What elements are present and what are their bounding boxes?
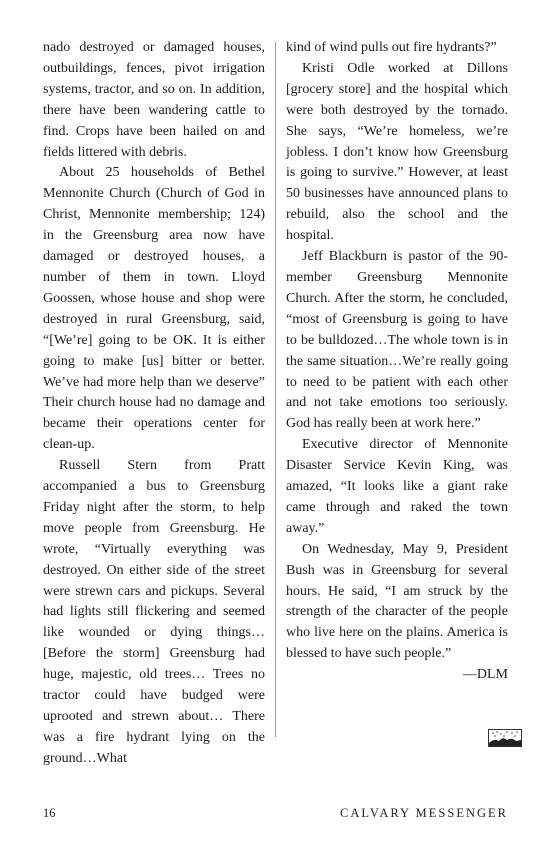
landscape-endmark-icon [488,729,522,747]
left-text-column [43,38,265,770]
author-signature: —DLM [462,667,508,683]
column-divider [275,42,276,737]
right-text-column [286,38,508,686]
paragraph: Kristi Odle worked at Dillons [grocery store] and the hospital which were both destroyed by the tornado. She says, “We’re homeless, we’re jobless. I don’t know how Greensburg is going to survive.” However, at least 50 businesses have announced plans to rebuild, also the school and the hospital. [286,60,508,244]
running-title: CALVARY MESSENGER [340,806,508,820]
paragraph: On Wednesday, May 9, President Bush was in Greensburg for several hours. He said, “I am struck by the strength of the character of the people who live here on the plains. America is blessed to have such people.” [286,541,508,662]
page-number: 16 [43,806,56,820]
paragraph: kind of wind pulls out fire hydrants?” [286,40,497,55]
paragraph: Executive director of Mennonite Disaster Service Kevin King, was amazed, “It looks like a giant rake came through and raked the town away.” [286,437,508,536]
paragraph: Russell Stern from Pratt accompanied a bus to Greensburg Friday night after the storm, to help move people from Greensburg. He wrote, “Virtually everything was destroyed. On either side of the street were strewn cars and pickups. Several had lights still flickering and seemed like wounded or dying things… [Before the storm] Greensburg had huge, majestic, old trees… Trees no tractor could have budged were uprooted and strewn about… There was a fire hydrant lying on the ground…What [43,458,265,766]
paragraph: About 25 households of Bethel Mennonite Church (Church of God in Christ, Mennonite membership; 124) in the Greensburg area now have damaged or destroyed houses, a number of them in town. Lloyd Goossen, whose house and shop were destroyed in rural Greensburg, said, “[We’re] going to be OK. It is either going to make [us] bitter or better. We’ve had more help than we deserve” Their church house had no damage and became their operations center for clean-up. [43,165,265,453]
paragraph: nado destroyed or damaged houses, outbuildings, fences, pivot irrigation systems, tractor, and so on. In addition, there have been wandering cattle to find. Crops have been hailed on and fields littered with debris. [43,40,265,160]
paragraph: Jeff Blackburn is pastor of the 90-member Greensburg Mennonite Church. After the storm, he concluded, “most of Greensburg is going to have to be bulldozed…The whole town is in the same situation…We’re really going to need to be patient with each other and not take emotions too seriously. God has really been at work here.” [286,249,508,432]
